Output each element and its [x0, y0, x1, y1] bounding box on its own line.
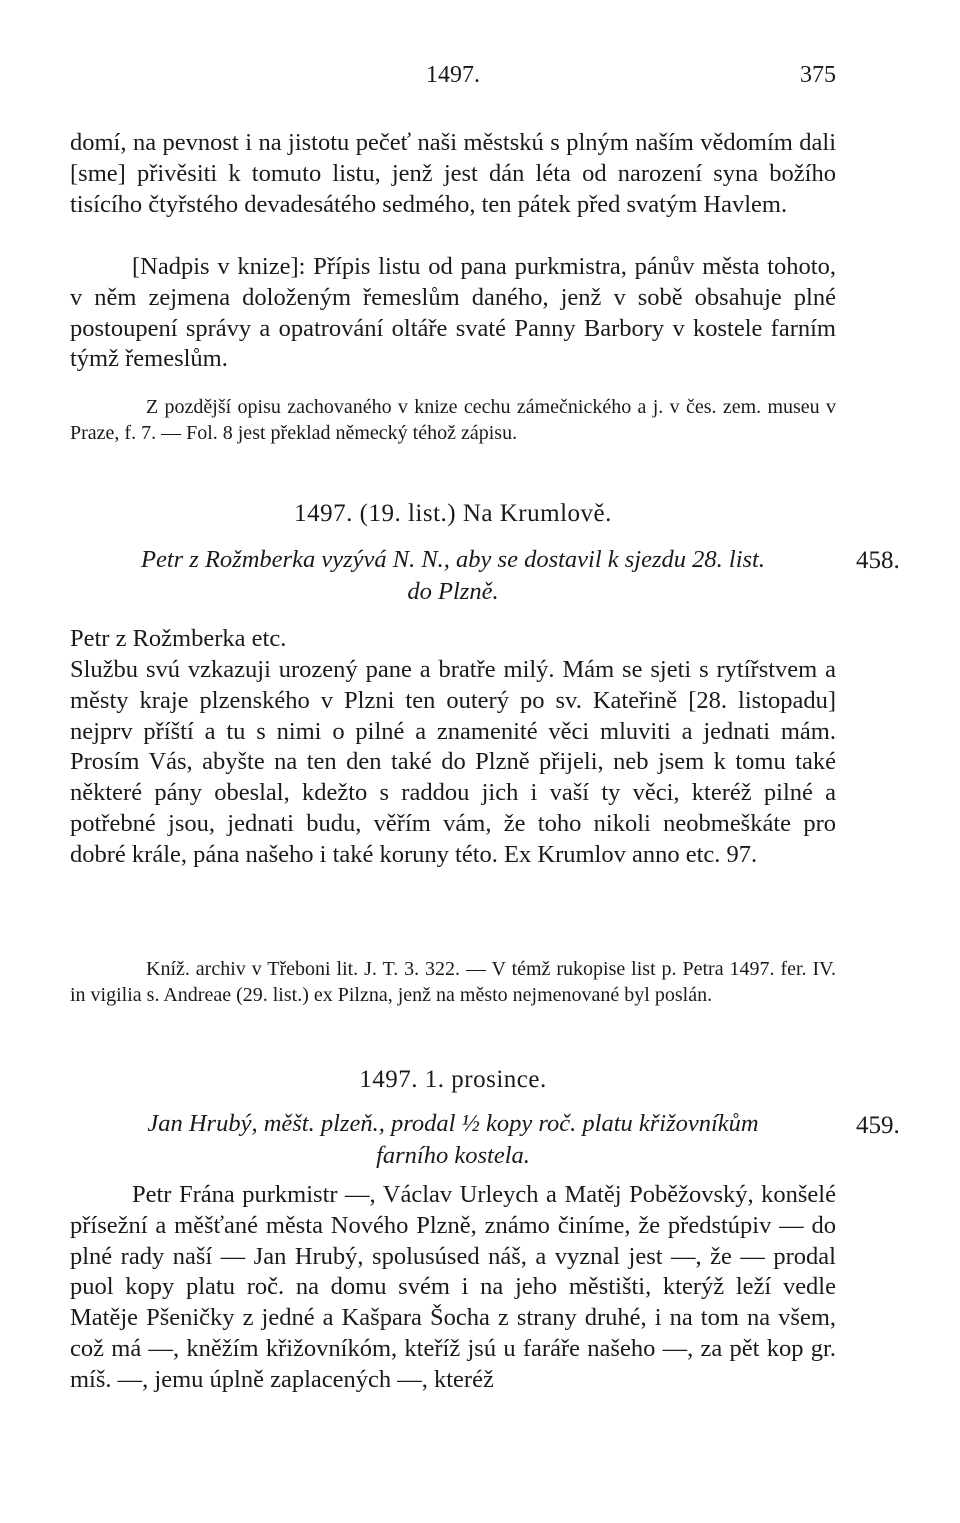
inscription-paragraph: [Nadpis v knize]: Přípis listu od pana purkmistra, pánův města tohoto, v něm zejmena doloženým řemeslům daného, jenž v sobě obsahuje plné postoupení správy a opatrování oltáře svaté Panny Barbory v kostele farním týmž řemeslům.: [70, 253, 836, 373]
regest-459-line2: farního kostela.: [376, 1142, 530, 1169]
document-459-body: Petr Frána purkmistr —, Václav Urleych a Matěj Poběžovský, konšelé přísežní a měšťané města Nového Plzně, známo činíme, že předstúpiv — do plné rady naší — Jan Hrubý, spolusúsed náš, a vyznal jest —, že — prodal puol kopy platu roč. na domu svém i na jeho městišti, kterýž leží vedle Matěje Pšeničky z jedné a Kašpara Šocha z strany druhé, i na tom na všem, což má —, kněžím křižovníkóm, kteříž jsú u faráře našeho —, za pět kop gr. míš. —, jemu úplně zaplacených —, kteréž: [70, 1181, 836, 1393]
regest-458-line1: Petr z Rožmberka vyzývá N. N., aby se dostavil k sjezdu 28. list.: [141, 546, 765, 573]
document-459-heading: 1497. 1. prosince.: [359, 1066, 547, 1093]
regest-458-line2: do Plzně.: [407, 578, 499, 605]
source-note-457: Z pozdější opisu zachovaného v knize cechu zámečnického a j. v čes. zem. museu v Praze, f. 7. — Fol. 8 jest překlad německý téhož zápisu.: [70, 396, 836, 444]
document-459-number: 459.: [856, 1112, 900, 1139]
regest-459-line1: Jan Hrubý, měšt. plzeň., prodal ½ kopy roč. platu křižovníkům: [147, 1110, 759, 1137]
document-458-regest: [70, 544, 836, 608]
document-458-body: Službu svú vzkazuji urozený pane a bratře milý. Mám se sjeti s rytířstvem a městy kraje plzenského v Plzni ten outerý po sv. Kateřině [28. listopadu] nejprv příští a tu s nimi o pilné a znamenité věci mluviti a jednati mám. Prosím Vás, abyšte na ten den také do Plzně přijeli, neb jsem k tomu také některé pány obeslal, kdežto s raddou jich i vaší ty věci, kteréž pilné a potřebné jsou, jednati budu, věřím vám, že toho nikoli neobmeškáte pro dobré krále, pána našeho i také koruny této. Ex Krumlov anno etc. 97.: [70, 656, 836, 868]
document-459-regest: [70, 1108, 836, 1172]
document-458-heading: 1497. (19. list.) Na Krumlově.: [294, 500, 612, 527]
document-458-source-note: Kníž. archiv v Třeboni lit. J. T. 3. 322. — V témž rukopise list p. Petra 1497. fer. IV. in vigilia s. Andreae (29. list.) ex Pilzna, jenž na město nejmenované byl poslán.: [70, 958, 836, 1006]
page-header: [70, 62, 836, 92]
document-458-number: 458.: [856, 547, 900, 574]
page-number: 375: [800, 62, 836, 88]
header-year: 1497.: [426, 62, 480, 88]
continuation-paragraph: domí, na pevnost i na jistotu pečeť naši městskú s plným naším vědomím dali [sme] přivěsiti k tomuto listu, jenž jest dán léta od narození syna božího tisícího čtyřstého devadesátého sedmého, ten pátek před svatým Havlem.: [70, 129, 836, 218]
document-458-salutation: Petr z Rožmberka etc.: [70, 625, 287, 652]
